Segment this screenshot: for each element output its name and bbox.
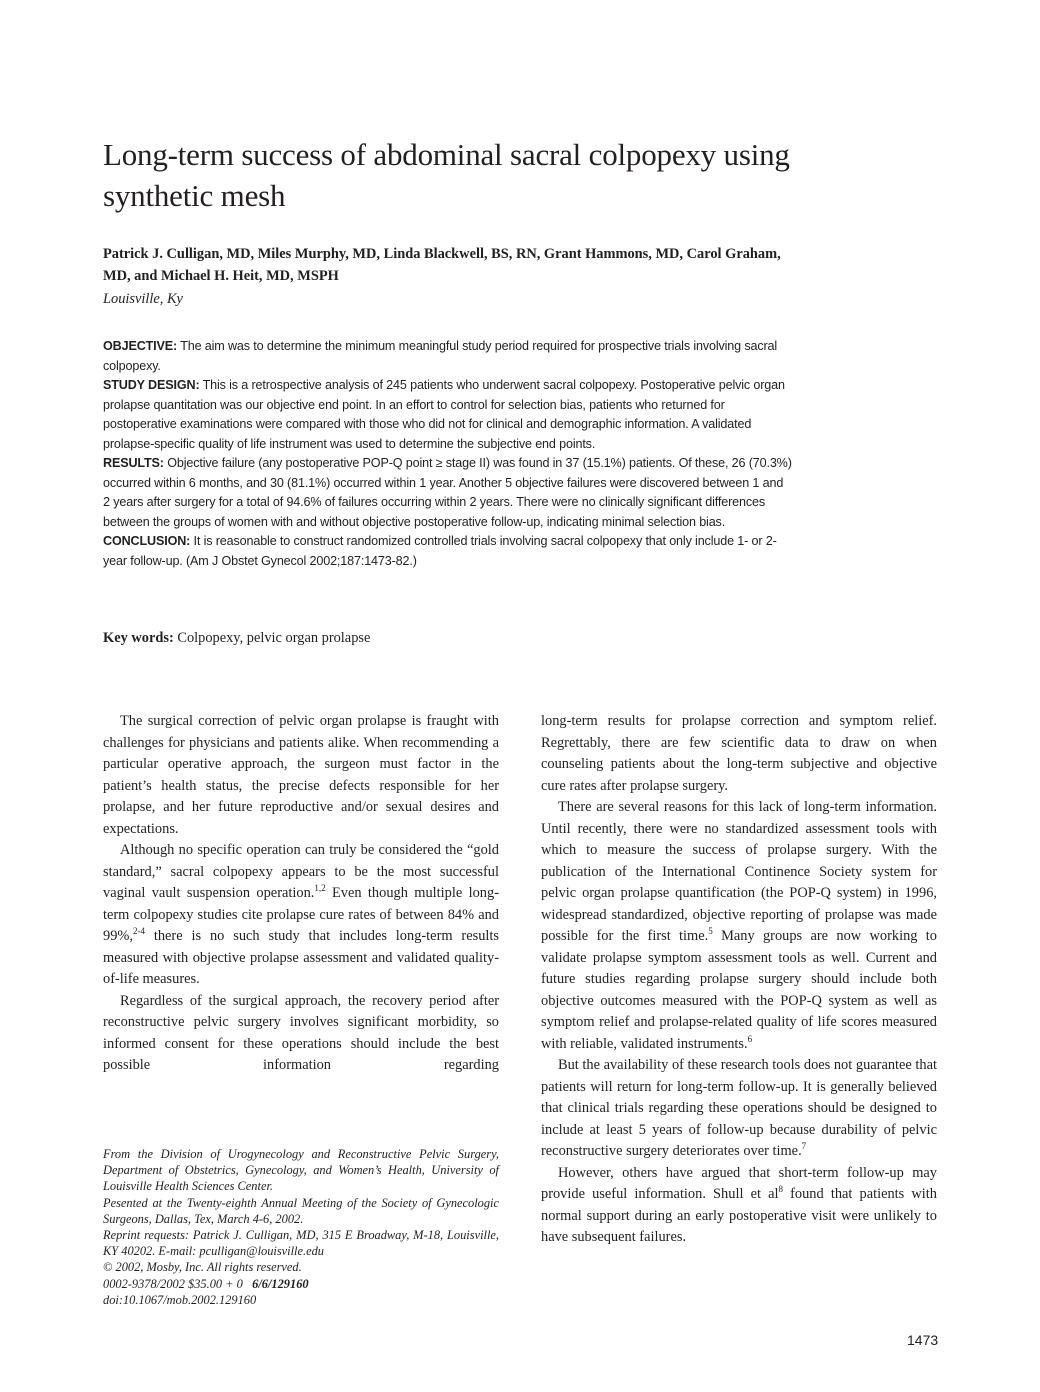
page-number: 1473: [907, 1332, 939, 1348]
author-list: Patrick J. Culligan, MD, Miles Murphy, MD, Linda Blackwell, BS, RN, Grant Hammons, MD, Carol Graham, MD, and Michael H. Heit, MD, MSPH: [103, 246, 781, 284]
footnote-reprint: Reprint requests: Patrick J. Culligan, MD, 315 E Broadway, M-18, Louisville, KY 40202. E-mail: pculligan@louisville.edu: [103, 1228, 499, 1259]
body-column-right: [541, 711, 937, 1249]
body-paragraph: The surgical correction of pelvic organ prolapse is fraught with challenges for physicians and patients alike. When recommending a particular operative approach, the surgeon must factor in the patient’s health status, the precise defects responsible for her prolapse, and her future reproductive and/or sexual desires and expectations.: [103, 713, 499, 837]
abstract-objective: [103, 337, 793, 376]
citation-ref[interactable]: 2-4: [132, 926, 145, 937]
body-paragraph: [541, 1163, 937, 1249]
keywords: [103, 630, 370, 647]
conclusion-text: It is reasonable to construct randomized controlled trials involving sacral colpopexy that only include 1- or 2-year follow-up. (Am J Obstet Gynecol 2002;187:1473-82.): [103, 534, 777, 568]
citation-ref[interactable]: 5: [708, 926, 713, 937]
results-label: RESULTS:: [103, 456, 164, 470]
body-text: Even though multiple long-term colpopexy studies cite prolapse cure rates of between 84% and 99%,: [103, 885, 499, 944]
footnote-copyright: © 2002, Mosby, Inc. All rights reserved.: [103, 1260, 302, 1275]
abstract-results: [103, 454, 793, 532]
results-text: Objective failure (any postoperative POP-Q point ≥ stage II) was found in 37 (15.1%) patients. Of these, 26 (70.3%) occurred within 6 months, and 30 (81.1%) occurred within 1 year. Another 5 objective failures were discovered between 1 and 2 years after surgery for a total of 94.6% of failures occurring within 2 years. There were no clinically significant differences between the groups of women with and without objective postoperative follow-up, indicating minimal selection bias.: [103, 456, 792, 529]
body-text: found that patients with normal support during an early postoperative visit were unlikely to have subsequent failures.: [541, 1186, 937, 1245]
issn-code: 6/6/129160: [252, 1276, 309, 1291]
footnote-presented: Pesented at the Twenty-eighth Annual Meeting of the Society of Gynecologic Surgeons, Dallas, Tex, March 4-6, 2002.: [103, 1195, 499, 1226]
body-paragraph: Regardless of the surgical approach, the recovery period after reconstructive pelvic surgery involves significant morbidity, so informed consent for these operations should include the best possible information regarding: [103, 992, 499, 1073]
body-paragraph: long-term results for prolapse correction and symptom relief. Regrettably, there are few scientific data to draw on when counseling patients about the long-term subjective and objective cure rates after prolapse surgery.: [541, 713, 937, 794]
keywords-label: Key words:: [103, 630, 174, 646]
keywords-text: Colpopexy, pelvic organ prolapse: [173, 630, 371, 646]
body-paragraph: [541, 797, 937, 1055]
body-paragraph: [103, 840, 499, 991]
body-text: There are several reasons for this lack of long-term information. Until recently, there were no standardized assessment tools with which to measure the success of prolapse surgery. With the publication of the International Continence Society system for pelvic organ prolapse quantification (the POP-Q system) in 1996, widespread standardized, objective reporting of prolapse was made possible for the first time.: [541, 799, 937, 944]
body-text: there is no such study that includes long-term results measured with objective prolapse assessment and validated quality-of-life measures.: [103, 928, 499, 987]
abstract-conclusion: [103, 532, 793, 571]
citation-ref[interactable]: 1,2: [314, 883, 326, 894]
article-title: Long-term success of abdominal sacral colpopexy using synthetic mesh: [103, 137, 790, 213]
citation-ref[interactable]: 7: [801, 1141, 807, 1152]
footnote-issn: [103, 1276, 499, 1292]
abstract-study-design: [103, 376, 793, 454]
body-paragraph: [541, 1055, 937, 1163]
body-text: Many groups are now working to validate prolapse symptom assessment tools as well. Current and future studies regarding prolapse surgery should include both objective outcomes measured with the POP-Q system as well as symptom relief and prolapse-related quality of life scores measured with reliable, validated instruments.: [541, 928, 937, 1052]
footnote-affiliation: From the Division of Urogynecology and Reconstructive Pelvic Surgery, Department of Obstetrics, Gynecology, and Women’s Health, University of Louisville Health Sciences Center.: [103, 1147, 499, 1194]
conclusion-label: CONCLUSION:: [103, 534, 191, 548]
body-text: However, others have argued that short-term follow-up may provide useful information. Shull et al: [541, 1164, 937, 1202]
objective-text: The aim was to determine the minimum meaningful study period required for prospective trials involving sacral colpopexy.: [103, 339, 778, 373]
study-design-label: STUDY DESIGN:: [103, 378, 200, 392]
article-footnote: [103, 1146, 499, 1308]
body-text: Although no specific operation can truly be considered the “gold standard,” sacral colpopexy appears to be the most successful vaginal vault suspension operation.: [103, 842, 499, 901]
abstract: [103, 337, 793, 571]
body-text: But the availability of these research tools does not guarantee that patients will return for long-term follow-up. It is generally believed that clinical trials regarding these operations should be designed to include at least 5 years of follow-up because durability of pelvic reconstructive surgery deteriorates over time.: [541, 1057, 937, 1159]
citation-ref[interactable]: 8: [778, 1184, 783, 1195]
author-location: Louisville, Ky: [103, 291, 183, 307]
study-design-text: This is a retrospective analysis of 245 patients who underwent sacral colpopexy. Postoperative pelvic organ prolapse quantitation was our objective end point. In an effort to control for selection bias, patients who returned for postoperative examinations were compared with those who did not for clinical and demographic information. A validated prolapse-specific quality of life instrument was used to determine the subjective end points.: [103, 378, 785, 451]
issn-text: 0002-9378/2002 $35.00 + 0: [103, 1276, 243, 1291]
body-column-left: [103, 711, 499, 1077]
citation-ref[interactable]: 6: [747, 1033, 753, 1044]
footnote-doi[interactable]: doi:10.1067/mob.2002.129160: [103, 1292, 257, 1307]
objective-label: OBJECTIVE:: [103, 339, 178, 353]
